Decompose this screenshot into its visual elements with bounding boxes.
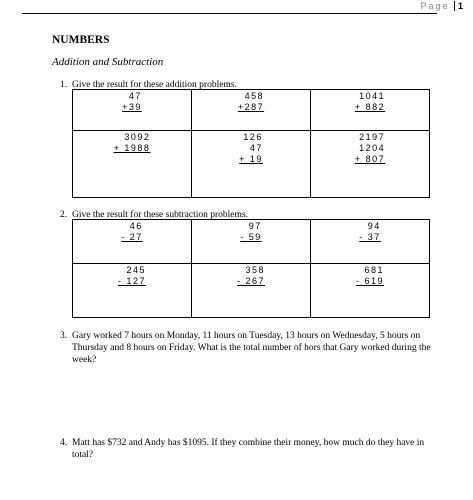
problem-cell	[311, 220, 430, 264]
operator-line: + 882	[354, 102, 386, 112]
table-row	[73, 90, 430, 131]
operator-line: - 27	[121, 232, 143, 242]
math-problem	[237, 265, 265, 287]
operator-line: - 37	[359, 232, 381, 242]
operator-line: + 1988	[113, 143, 151, 153]
document-title: NUMBERS	[52, 34, 110, 46]
problem-cell	[73, 90, 192, 131]
math-problem	[122, 91, 142, 113]
operand-line: 97	[248, 221, 262, 231]
operator-line: +287	[237, 102, 265, 112]
problem-cell	[311, 264, 430, 318]
problem-cell	[192, 131, 311, 198]
operand-line: 1041	[359, 91, 386, 101]
operator-line: +39	[122, 102, 142, 112]
math-problem	[240, 221, 262, 243]
addition-problems-table	[72, 89, 430, 198]
problem-cell	[311, 90, 430, 131]
table-row	[73, 264, 430, 318]
table-row	[73, 131, 430, 198]
operand-line: 3092	[124, 132, 151, 142]
problem-cell	[73, 131, 192, 198]
operand-line: 358	[245, 265, 265, 275]
operand-line: 458	[244, 91, 265, 101]
operand-line: 46	[129, 221, 143, 231]
operand-line: 681	[364, 265, 384, 275]
math-problem	[238, 91, 264, 113]
question-text: Give the result for these addition problems.	[72, 80, 237, 90]
problem-cell	[73, 264, 192, 318]
problem-cell	[73, 220, 192, 264]
question-4-text: Matt has $732 and Andy has $1095. If they combine their money, how much do they have in total?	[72, 438, 425, 460]
operator-line: - 267	[236, 276, 265, 286]
math-problem	[359, 221, 381, 243]
operand-line: 245	[126, 265, 146, 275]
operand-line: 94	[367, 221, 381, 231]
operator-line: - 127	[117, 276, 146, 286]
math-problem	[356, 265, 384, 287]
question-3-text: Gary worked 7 hours on Monday, 11 hours on Tuesday, 13 hours on Wednesday, 5 hours on Thursday and 8 hours on Friday. What is the total number of hors that Gary worked during the week?	[72, 331, 431, 365]
page-label: Page	[420, 1, 450, 11]
page-header	[0, 0, 473, 14]
operator-line: - 59	[240, 232, 262, 242]
math-problem	[239, 132, 263, 165]
question-text: Give the result for these subtraction problems.	[72, 210, 248, 220]
math-problem	[355, 132, 385, 165]
subtraction-problems-table	[72, 219, 430, 318]
question-number: 3.	[60, 331, 68, 341]
math-problem	[355, 91, 385, 113]
operand-line: 47	[249, 143, 263, 153]
math-problem	[114, 132, 151, 154]
page-number: 1	[454, 1, 463, 11]
operand-line: 126	[243, 132, 263, 142]
question-number: 4.	[60, 438, 68, 448]
operand-line: 2197	[359, 132, 386, 142]
question-number: 2.	[60, 210, 68, 220]
operator-line: + 807	[354, 154, 386, 164]
operator-line: + 19	[239, 154, 263, 164]
problem-cell	[311, 131, 430, 198]
table-row	[73, 220, 430, 264]
operator-line: - 619	[355, 276, 384, 286]
math-problem	[118, 265, 146, 287]
operand-line: 47	[128, 91, 142, 101]
math-problem	[121, 221, 143, 243]
question-number: 1.	[60, 80, 68, 90]
operand-line: 1204	[359, 143, 386, 153]
page-number-label	[420, 1, 463, 11]
problem-cell	[192, 264, 311, 318]
section-subtitle: Addition and Subtraction	[52, 56, 164, 68]
problem-cell	[192, 220, 311, 264]
problem-cell	[192, 90, 311, 131]
header-rule	[22, 13, 437, 14]
